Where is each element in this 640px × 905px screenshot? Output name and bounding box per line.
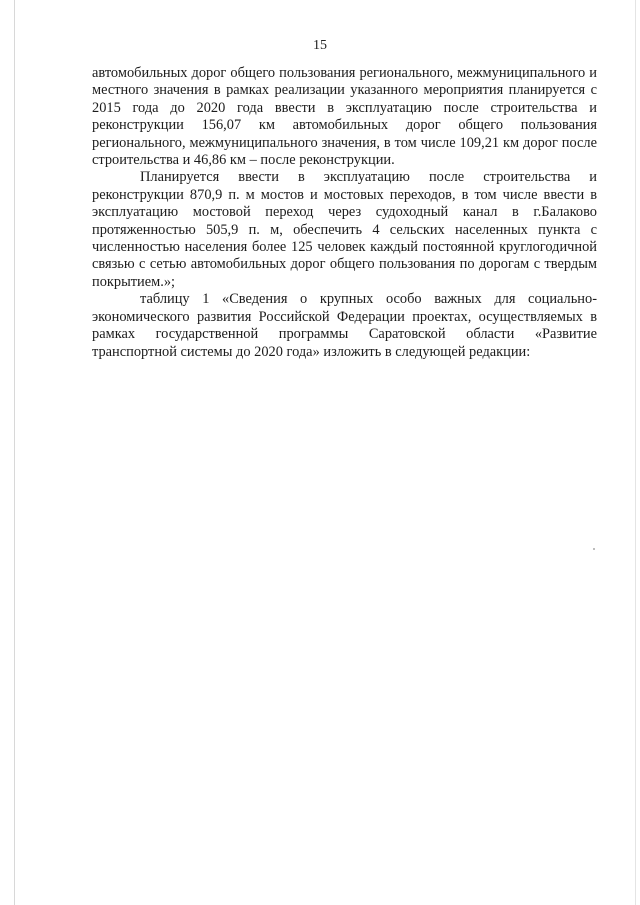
body-text [92,65,597,361]
scan-speck [593,548,595,550]
paragraph-continuation: автомобильных дорог общего пользования регионального, межмуниципального и местного значения в рамках реализации указанного мероприятия планируется с 2015 года до 2020 года ввести в эксплуатацию после строительства и реконструкции 156,07 км автомобильных дорог общего пользования регионального, межмуниципального значения, в том числе 109,21 км дорог после строительства и 46,86 км – после реконструкции. [92,65,597,169]
paragraph-bridges: Планируется ввести в эксплуатацию после строительства и реконструкции 870,9 п. м мостов и мостовых переходов, в том числе ввести в эксплуатацию мостовой переход через судоходный канал в г.Балаково протяженностью 505,9 п. м, обеспечить 4 сельских населенных пункта с численностью населения более 125 человек каждый постоянной круглогодичной связью с сетью автомобильных дорог общего пользования по дорогам с твердым покрытием.»; [92,169,597,290]
paragraph-table-reference: таблицу 1 «Сведения о крупных особо важных для социально-экономического развития Российской Федерации проектах, осуществляемых в рамках государственной программы Саратовской области «Развитие транспортной системы до 2020 года» изложить в следующей редакции: [92,291,597,360]
scan-edge-left [14,0,15,905]
page-number: 15 [313,38,327,53]
scan-edge-right [635,0,636,905]
